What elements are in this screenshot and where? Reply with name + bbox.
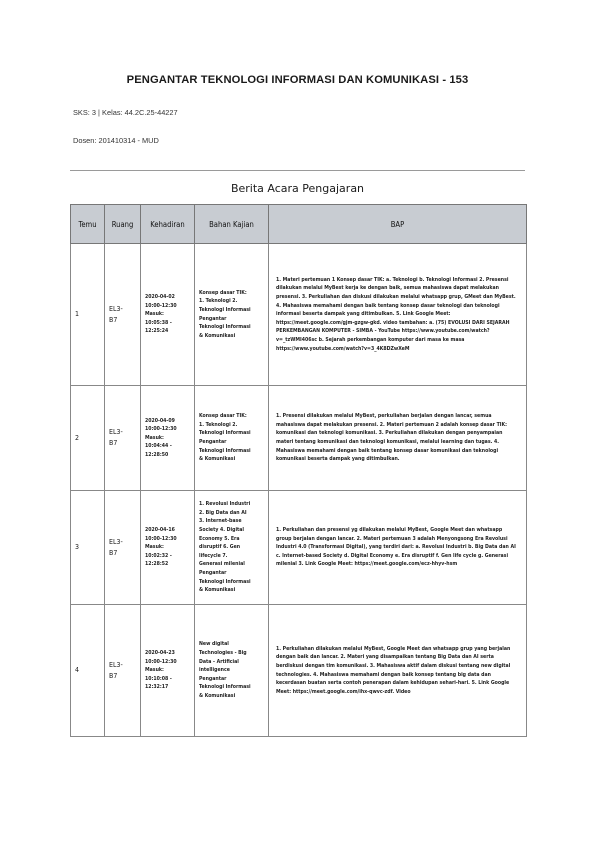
cell-ruang: EL3- B7 bbox=[105, 491, 141, 605]
col-header-bap: BAP bbox=[269, 205, 527, 244]
cell-kehadiran: 2020-04-23 10:00-12:30 Masuk: 10:10:08 - 12:32:17 bbox=[141, 605, 195, 737]
table-row bbox=[71, 605, 527, 737]
cell-kehadiran: 2020-04-09 10:00-12:30 Masuk: 10:04:44 - 12:28:50 bbox=[141, 386, 195, 491]
cell-bap: 1. Materi pertemuan 1 Konsep dasar TIK: a. Teknologi b. Teknologi Informasi 2. Presensi dilakukan melalui MyBest kerja ke dengan baik, semua mahasiswa dapat melakukan presensi. 3. Perkuliahan dan diskusi dilakukan melalui whatsapp grup, GMeet dan MyBest. 4. Mahasiswa memahami dengan baik tentang konsep dasar teknologi dan teknologi informasi beserta dampak yang ditimbulkan. 5. Link Google Meet: https://meet.google.com/gjm-gzgw-gkd. video tambahan: a. (75) EVOLUSI DARI SEJARAH PERKEMBANGAN KOMPUTER - SIMBA - YouTube https://www.youtube.com/watch?v=_tzWMI406sc b. Sejarah perkembangan komputer dari masa ke masa https://www.youtube.com/watch?v=3_4K8DZwXeM bbox=[269, 244, 527, 386]
cell-bahan-kajian: Konsep dasar TIK: 1. Teknologi 2. Teknologi Informasi Pengantar Teknologi Informasi & Komunikasi bbox=[195, 386, 269, 491]
cell-kehadiran: 2020-04-16 10:00-12:30 Masuk: 10:02:32 - 12:28:52 bbox=[141, 491, 195, 605]
divider bbox=[70, 170, 525, 171]
col-header-ruang: Ruang bbox=[105, 205, 141, 244]
page-title: PENGANTAR TEKNOLOGI INFORMASI DAN KOMUNIKASI - 153 bbox=[126, 74, 469, 86]
cell-bap: 1. Perkuliahan dan presensi yg dilakukan melalui MyBest, Google Meet dan whatsapp group berjalan dengan lancar. 2. Materi pertemuan 3 adalah Menyongsong Era Revolusi Industri 4.0 (Transformasi Digital), yang terdiri dari: a. Revolusi Industri b. Big Data dan AI c. Internet-based Society d. Digital Economy e. Era disruptif f. Gen life cycle g. Generasi milenial 3. Link Google Meet: https://meet.google.com/ecz-hhyv-hsm bbox=[269, 491, 527, 605]
cell-ruang: EL3- B7 bbox=[105, 386, 141, 491]
table-row bbox=[71, 244, 527, 386]
bap-table bbox=[70, 204, 527, 737]
cell-bahan-kajian: New digital Technologies - Big Data - Artificial intelligence Pengantar Teknologi Informasi & Komunikasi bbox=[195, 605, 269, 737]
cell-ruang: EL3- B7 bbox=[105, 244, 141, 386]
cell-kehadiran: 2020-04-02 10:00-12:30 Masuk: 10:05:38 - 12:25:24 bbox=[141, 244, 195, 386]
cell-bahan-kajian: 1. Revolusi Industri 2. Big Data dan AI 3. Internet-base Society 4. Digital Economy 5. Era disruptif 6. Gen lifecycle 7. Generasi milenial Pengantar Teknologi Informasi & Komunikasi bbox=[195, 491, 269, 605]
col-header-bahan-kajian: Bahan Kajian bbox=[195, 205, 269, 244]
col-header-temu: Temu bbox=[71, 205, 105, 244]
table-row bbox=[71, 491, 527, 605]
cell-ruang: EL3- B7 bbox=[105, 605, 141, 737]
col-header-kehadiran: Kehadiran bbox=[141, 205, 195, 244]
table-header-row bbox=[71, 205, 527, 244]
cell-temu: 4 bbox=[71, 605, 105, 737]
section-title: Berita Acara Pengajaran bbox=[230, 182, 365, 195]
cell-temu: 2 bbox=[71, 386, 105, 491]
table-row bbox=[71, 386, 527, 491]
cell-bap: 1. Presensi dilakukan melalui MyBest, perkuliahan berjalan dengan lancar, semua mahasiswa dapat melakukan presensi. 2. Materi pertemuan 2 adalah konsep dasar TIK: komunikasi dan teknologi komunikasi. 3. Perkuliahan dilakukan dengan penyampaian materi tentang komunikasi dan teknologi komunikasi, melalui learning dan tugas. 4. Mahasiswa memahami dengan baik tentang konsep dasar komunikasi dan teknologi komunikasi beserta dampak yang ditimbulkan. bbox=[269, 386, 527, 491]
cell-bahan-kajian: Konsep dasar TIK: 1. Teknologi 2. Teknologi Informasi Pengantar Teknologi Informasi & Komunikasi bbox=[195, 244, 269, 386]
lecturer-info: Dosen: 201410314 - MUD bbox=[73, 136, 159, 145]
cell-bap: 1. Perkuliahan dilakukan melalui MyBest, Google Meet dan whatsapp grup yang berjalan dengan baik dan lancar. 2. Materi yang disampaikan tentang Big Data dan AI serta berdiskusi dengan tim komunikasi. 3. Mahasiswa aktif dalam diskusi tentang new digital technologies. 4. Mahasiswa memahami dengan baik konsep tentang big data dan kecerdasan buatan serta contoh penerapan dalam kehidupan sehari-hari. 5. Link Google Meet: https://meet.google.com/ihx-qwvc-zdf. Video bbox=[269, 605, 527, 737]
course-info: SKS: 3 | Kelas: 44.2C.25-44227 bbox=[73, 108, 178, 117]
cell-temu: 1 bbox=[71, 244, 105, 386]
cell-temu: 3 bbox=[71, 491, 105, 605]
